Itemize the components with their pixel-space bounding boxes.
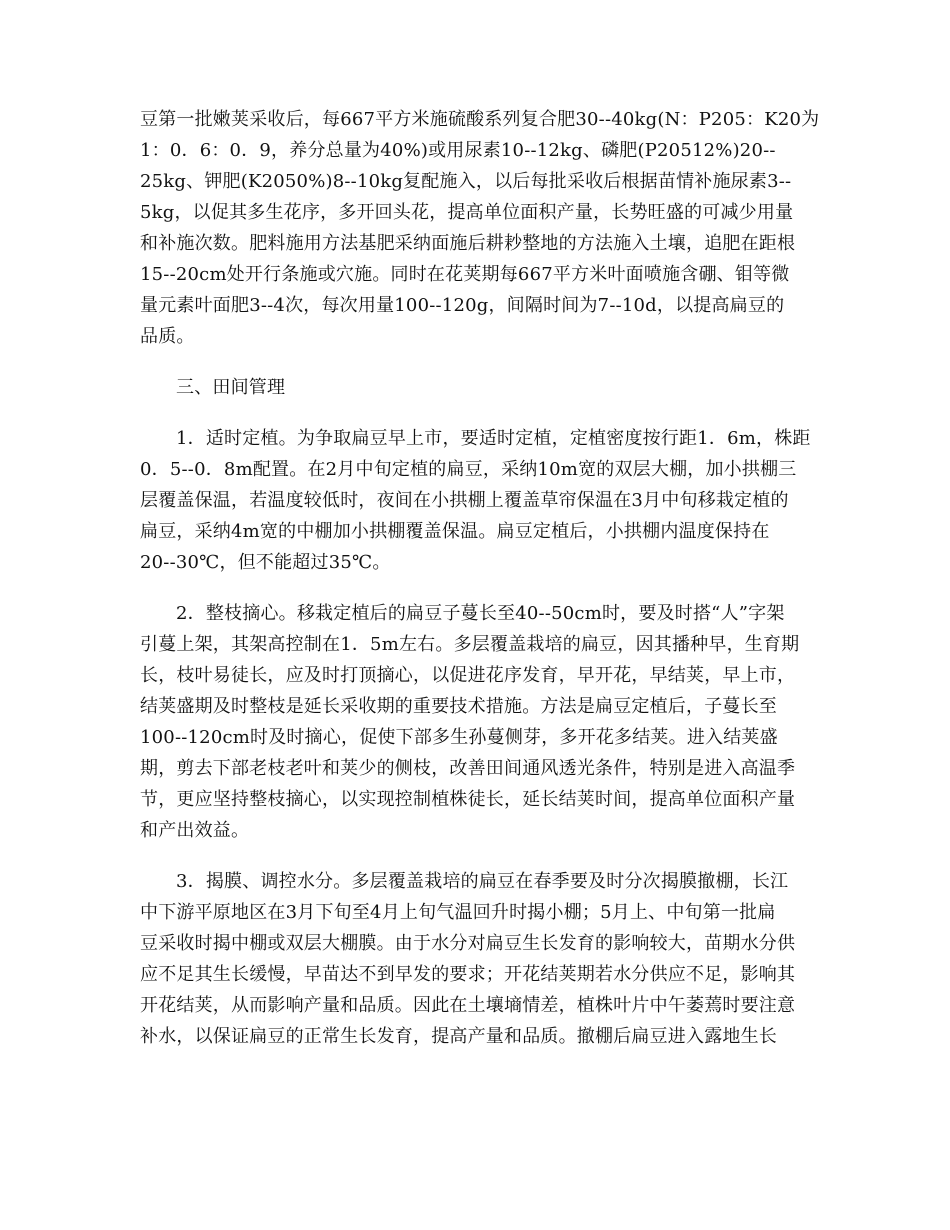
text-line: 节，更应坚持整枝摘心，以实现控制植株徒长，延长结荚时间，提高单位面积产量 <box>140 789 796 810</box>
text-line: 2．整枝摘心。移栽定植后的扁豆子蔓长至40--50cm时，要及时搭“人”字架 <box>176 603 785 624</box>
heading-text: 三、田间管理 <box>176 377 286 398</box>
text-line: 25kg、钾肥(K2050%)8--10kg复配施入，以后每批采收后根据苗情补施尿素3-- <box>140 171 792 192</box>
text-line: 开花结荚，从而影响产量和品质。因此在土壤墒情差，植株叶片中午萎蔫时要注意 <box>140 995 796 1016</box>
text-line: 15--20cm处开行条施或穴施。同时在花荚期每667平方米叶面喷施含硼、钼等微 <box>140 264 790 285</box>
section-heading <box>140 372 810 403</box>
text-line: 扁豆，采纳4m宽的中棚加小拱棚覆盖保温。扁豆定植后，小拱棚内温度保持在 <box>140 521 770 542</box>
text-line: 3．揭膜、调控水分。多层覆盖栽培的扁豆在春季要及时分次揭膜撤棚，长江 <box>176 871 789 892</box>
text-line: 补水，以保证扁豆的正常生长发育，提高产量和品质。撤棚后扁豆进入露地生长 <box>140 1026 777 1047</box>
text-line: 层覆盖保温，若温度较低时，夜间在小拱棚上覆盖草帘保温在3月中旬移栽定植的 <box>140 490 789 511</box>
text-line: 长，枝叶易徒长，应及时打顶摘心，以促进花序发育，早开花，早结荚，早上市， <box>140 665 796 686</box>
text-line: 中下游平原地区在3月下旬至4月上旬气温回升时揭小棚；5月上、中旬第一批扁 <box>140 902 776 923</box>
paragraph-water <box>140 866 810 1052</box>
text-line: 引蔓上架，其架高控制在1．5m左右。多层覆盖栽培的扁豆，因其播种早，生育期 <box>140 634 800 655</box>
paragraph-pruning <box>140 598 810 846</box>
text-line: 0．5--0．8m配置。在2月中旬定植的扁豆，采纳10m宽的双层大棚，加小拱棚三 <box>140 459 797 480</box>
text-line: 1．适时定植。为争取扁豆早上市，要适时定植，定植密度按行距1．6m，株距 <box>176 428 811 449</box>
text-line: 豆采收时揭中棚或双层大棚膜。由于水分对扁豆生长发育的影响较大，苗期水分供 <box>140 933 796 954</box>
text-line: 结荚盛期及时整枝是延长采收期的重要技术措施。方法是扁豆定植后，子蔓长至 <box>140 696 777 717</box>
paragraph-planting <box>140 423 810 578</box>
text-line: 1：0．6：0．9，养分总量为40%)或用尿素10--12kg、磷肥(P20512%)20-- <box>140 140 776 161</box>
text-line: 豆第一批嫩荚采收后，每667平方米施硫酸系列复合肥30--40kg(N：P205：K20为 <box>140 109 820 130</box>
text-line: 5kg，以促其多生花序，多开回头花，提高单位面积产量，长势旺盛的可减少用量 <box>140 202 794 223</box>
text-line: 量元素叶面肥3--4次，每次用量100--120g，间隔时间为7--10d，以提高扁豆的 <box>140 295 785 316</box>
document-page <box>140 104 820 1052</box>
text-line: 和产出效益。 <box>140 820 250 841</box>
text-line: 品质。 <box>140 326 195 347</box>
text-line: 应不足其生长缓慢，早苗达不到早发的要求；开花结荚期若水分供应不足，影响其 <box>140 964 796 985</box>
paragraph-fertilizer <box>140 104 820 352</box>
text-line: 20--30℃，但不能超过35℃。 <box>140 552 391 573</box>
text-line: 期，剪去下部老枝老叶和荚少的侧枝，改善田间通风透光条件，特别是进入高温季 <box>140 758 796 779</box>
text-line: 和补施次数。肥料施用方法基肥采纳面施后耕耖整地的方法施入土壤，追肥在距根 <box>140 233 796 254</box>
text-line: 100--120cm时及时摘心，促使下部多生孙蔓侧芽，多开花多结荚。进入结荚盛 <box>140 727 778 748</box>
